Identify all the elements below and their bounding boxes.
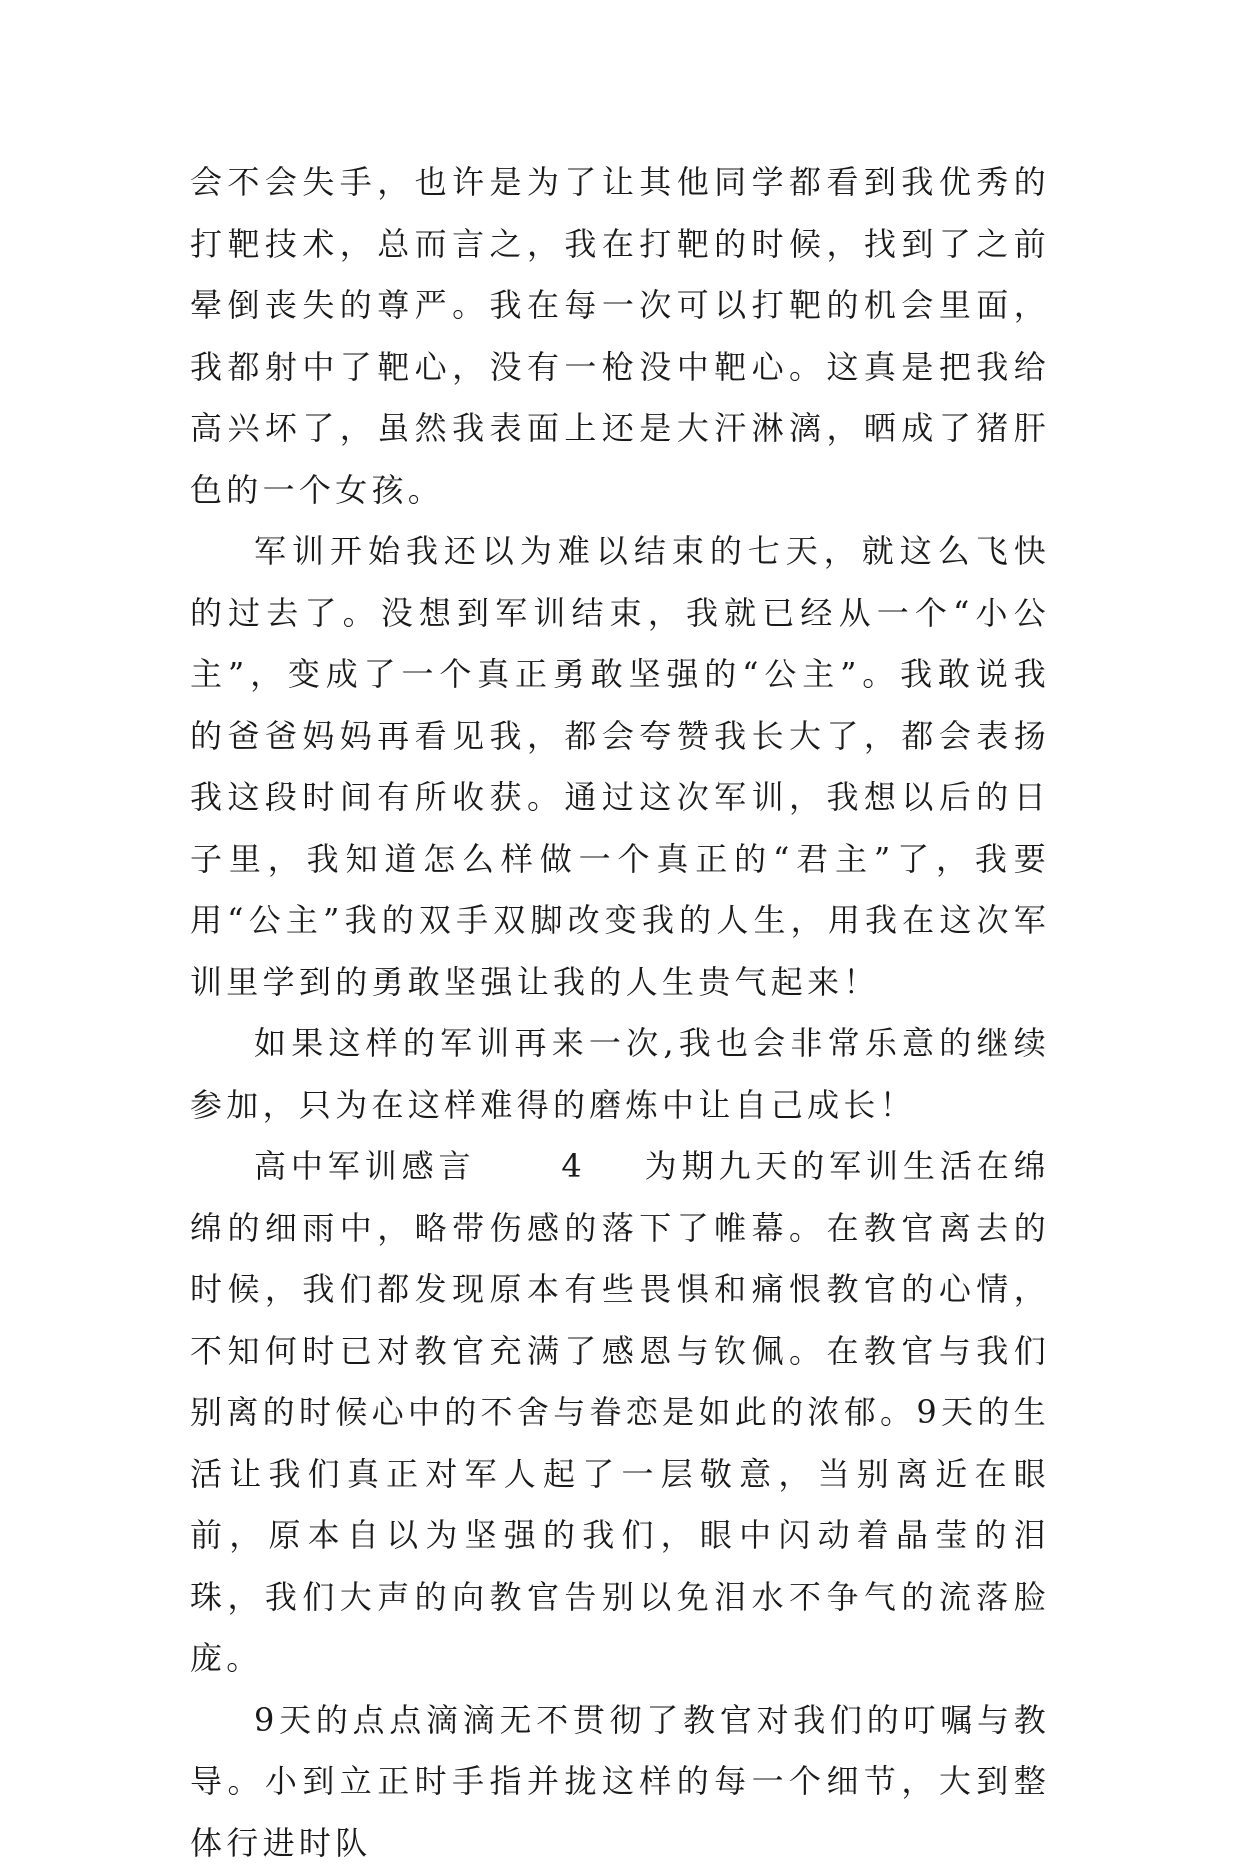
section-paragraph-1-text: 为期九天的军训生活在绵绵的细雨中，略带伤感的落下了帷幕。在教官离去的时候，我们都发现原本有些畏惧和痛恨教官的心情，不知何时已对教官充满了感恩与钦佩。在教官与我们别离的时候心中的不舍与眷恋是如此的浓郁。9天的生活让我们真正对军人起了一层敬意，当别离近在眼前，原本自以为坚强的我们，眼中闪动着晶莹的泪珠，我们大声的向教官告别以免泪水不争气的流落脸庞。 <box>190 1147 1050 1677</box>
section-heading-number: 4 <box>497 1136 586 1198</box>
section-heading-title: 高中军训感言 <box>254 1147 475 1185</box>
document-page <box>190 152 1050 1874</box>
paragraph-2: 军训开始我还以为难以结束的七天，就这么飞快的过去了。没想到军训结束，我就已经从一个“小公主”，变成了一个真正勇敢坚强的“公主”。我敢说我的爸爸妈妈再看见我，都会夸赞我长大了，都会表扬我这段时间有所收获。通过这次军训，我想以后的日子里，我知道怎么样做一个真正的“君主”了，我要用“公主”我的双手双脚改变我的人生，用我在这次军训里学到的勇敢坚强让我的人生贵气起来！ <box>190 521 1050 1013</box>
section-paragraph-2: 9天的点点滴滴无不贯彻了教官对我们的叮嘱与教导。小到立正时手指并拢这样的每一个细节，大到整体行进时队 <box>190 1690 1050 1874</box>
section-paragraph-1 <box>190 1136 1050 1690</box>
paragraph-1: 会不会失手，也许是为了让其他同学都看到我优秀的打靶技术，总而言之，我在打靶的时候，找到了之前晕倒丧失的尊严。我在每一次可以打靶的机会里面，我都射中了靶心，没有一枪没中靶心。这真是把我给高兴坏了，虽然我表面上还是大汗淋漓，晒成了猪肝色的一个女孩。 <box>190 152 1050 521</box>
paragraph-3: 如果这样的军训再来一次,我也会非常乐意的继续参加，只为在这样难得的磨炼中让自己成长！ <box>190 1013 1050 1136</box>
